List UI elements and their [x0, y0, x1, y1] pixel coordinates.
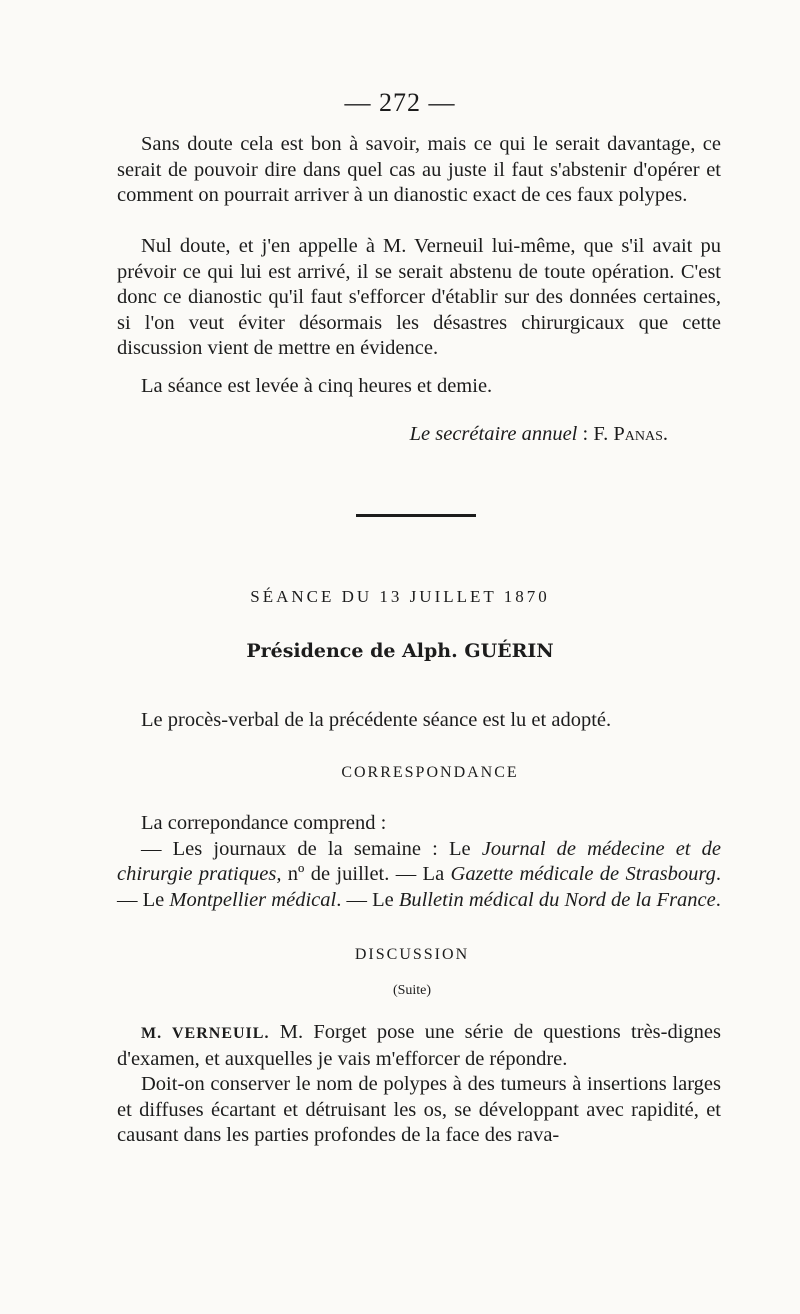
corr-text-g: . — Le	[336, 888, 399, 911]
proces-verbal-block	[117, 708, 721, 734]
presidence-heading: Présidence de Alph. GUÉRIN	[246, 640, 554, 662]
signature-separator: :	[577, 423, 594, 445]
last-paragraph: Doit-on conserver le nom de polypes à des tumeurs à insertions larges et diffuses écartant et détruisant les os, se développant avec rapidité, et causant dans les parties profondes de la face des rava-	[117, 1073, 721, 1146]
paragraph-1: Sans doute cela est bon à savoir, mais ce qui le serait davantage, ce serait de pouvoir dire dans quel cas au juste il faut s'abstenir d'opérer et comment on pourrait arriver à un dianostic exact de ces faux polypes.	[117, 133, 721, 206]
corr-text-c: nº de juillet. — La	[281, 863, 451, 885]
correspondance-heading: CORRESPONDANCE	[341, 764, 519, 781]
montpellier-title: Montpellier médical	[169, 888, 337, 911]
gazette-title: Gazette médicale de Strasbourg	[450, 863, 716, 885]
signature-name: F. Panas.	[593, 423, 668, 445]
paragraph-2-block	[117, 234, 721, 362]
verneuil-text: M. Forget pose une série de questions très-dignes d'examen, et auxquelles je vais m'efforcer de répondre.	[117, 1021, 721, 1070]
section-divider	[356, 514, 476, 517]
signature	[117, 423, 668, 446]
corr-text-e: . — Le	[117, 863, 721, 911]
corr-text-i: .	[715, 888, 721, 911]
paragraph-2: Nul doute, et j'en appelle à M. Verneuil lui-même, que s'il avait pu prévoir ce qui lui est arrivé, il se serait abstenu de toute opération. C'est donc ce dianostic qu'il faut s'efforcer d'établir sur des données certaines, si l'on veut éviter désormais les désastres chirurgicaux que cette discussion vient de mettre en évidence.	[117, 235, 721, 359]
correspondance-list	[117, 837, 721, 914]
paragraph-3-block	[117, 374, 721, 400]
correspondance-block	[117, 811, 721, 913]
closing-line: La séance est levée à cinq heures et demie.	[141, 375, 493, 397]
bulletin-title: Bulletin médical du Nord de la France	[398, 888, 716, 911]
discussion-heading: DISCUSSION	[354, 946, 470, 963]
proces-verbal: Le procès-verbal de la précédente séance est lu et adopté.	[141, 709, 612, 731]
seance-heading: SÉANCE DU 13 JUILLET 1870	[250, 587, 550, 606]
speaker-name: M. VERNEUIL.	[141, 1025, 270, 1042]
page-number: — 272 —	[344, 88, 456, 117]
journal-title: Journal de médecine et de chirurgie pratiques,	[117, 837, 721, 885]
suite-label: (Suite)	[392, 983, 432, 998]
signature-label: Le secrétaire annuel	[409, 423, 578, 445]
corr-text-a: — Les journaux de la semaine : Le	[141, 837, 482, 860]
correspondance-intro: La correpondance comprend :	[141, 812, 387, 834]
paragraph-1-block	[117, 132, 721, 209]
verneuil-paragraph	[117, 1020, 721, 1072]
verneuil-block	[117, 1020, 721, 1149]
